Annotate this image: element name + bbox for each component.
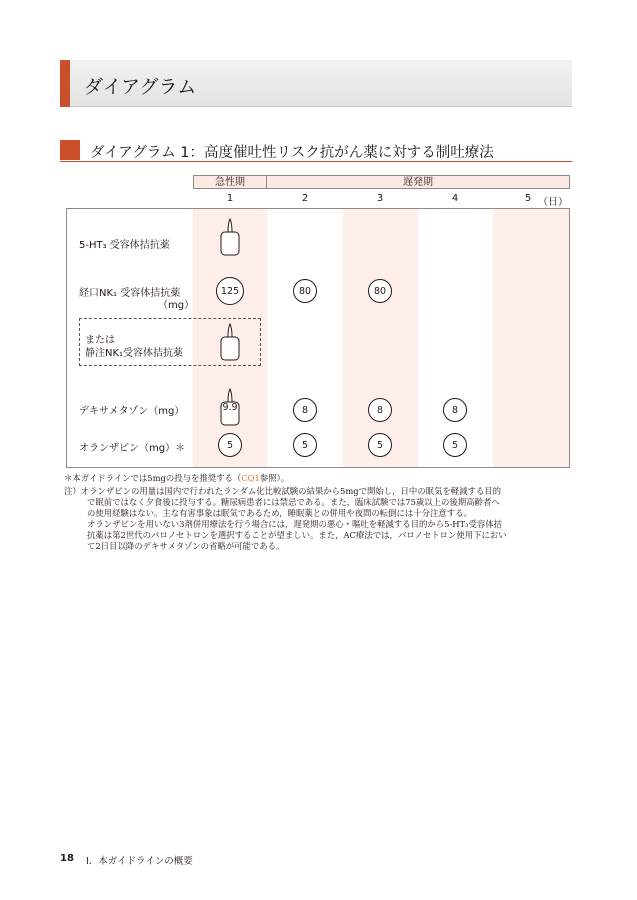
- row-label-olanzapine: オランザピン（mg）＊: [79, 443, 186, 454]
- note-line: 注）オランザピンの用量は国内で行われたランダム化比較試験の結果から5mgで開始し，日中の眠気を軽減する目的: [64, 486, 502, 496]
- dose-nk1-day2: 80: [293, 279, 317, 303]
- dose-dex-day4: 8: [443, 398, 467, 422]
- dose-olz-day4: 5: [443, 433, 467, 457]
- day3-band: [343, 209, 418, 467]
- note-line: 抗薬は第2世代のパロノセトロンを選択することが望ましい。また，AC療法では，パロノセトロン使用下におい: [87, 530, 507, 540]
- section-marker: [60, 140, 80, 160]
- row-label-nk1-oral: 経口NK₁ 受容体拮抗薬: [79, 288, 181, 299]
- dose-nk1-day1: 125: [216, 277, 244, 305]
- note-line: の使用経験はない。主な有害事象は眠気であるため，睡眠薬との併用や夜間の転倒には十分注意する。: [87, 508, 472, 518]
- header-accent-bar: [60, 60, 70, 107]
- dose-olz-day3: 5: [368, 433, 392, 457]
- cq1-link[interactable]: CQ1: [241, 473, 260, 483]
- day-label-2: 2: [301, 193, 309, 204]
- day-label-5: 5: [524, 193, 532, 204]
- dose-dex-day3: 8: [368, 398, 392, 422]
- chapter-title: ダイアグラム: [84, 76, 197, 98]
- dose-dex-day1: 9.9: [222, 402, 238, 413]
- phase-acute: 急性期: [193, 175, 267, 189]
- iv-drip-icon: [220, 323, 240, 361]
- dose-olz-day2: 5: [293, 433, 317, 457]
- section-title: ダイアグラム 1：高度催吐性リスク抗がん薬に対する制吐療法: [90, 145, 494, 161]
- row-label-5ht3: 5-HT₃ 受容体拮抗薬: [79, 240, 170, 251]
- note-line: で眠前ではなく夕食後に投与する。糖尿病患者には禁忌である。また，臨床試験では75歳以上の後期高齢者へ: [87, 497, 500, 507]
- phase-delayed: 遅発期: [266, 175, 570, 189]
- note-line: て2日目以降のデキサメタゾンの省略が可能である。: [87, 541, 285, 551]
- row-label-nk1-iv: 静注NK₁受容体拮抗薬: [85, 348, 184, 359]
- iv-drip-icon: [220, 218, 240, 256]
- footnote-star: ＊本ガイドラインでは5mgの投与を推奨する（CQ1参照）。: [64, 473, 290, 483]
- day5-band: [493, 209, 569, 467]
- day-label-3: 3: [376, 193, 384, 204]
- day-label-4: 4: [451, 193, 459, 204]
- dose-olz-day1: 5: [218, 433, 242, 457]
- day-label-1: 1: [226, 193, 234, 204]
- row-label-or: または: [85, 335, 115, 346]
- day-unit: （日）: [538, 197, 568, 208]
- dose-dex-day2: 8: [293, 398, 317, 422]
- note-line: オランザピンを用いない3剤併用療法を行う場合には，遅発期の悪心・嘔吐を軽減する目的から5-HT₃受容体拮: [87, 519, 502, 529]
- section-rule: [60, 161, 572, 162]
- row-label-dexamethasone: デキサメタゾン（mg）: [79, 406, 185, 417]
- row-label-nk1-oral-unit: （mg）: [158, 300, 195, 311]
- dose-nk1-day3: 80: [368, 279, 392, 303]
- running-footer: Ⅰ．本ガイドラインの概要: [86, 856, 193, 867]
- page-number: 18: [60, 853, 74, 864]
